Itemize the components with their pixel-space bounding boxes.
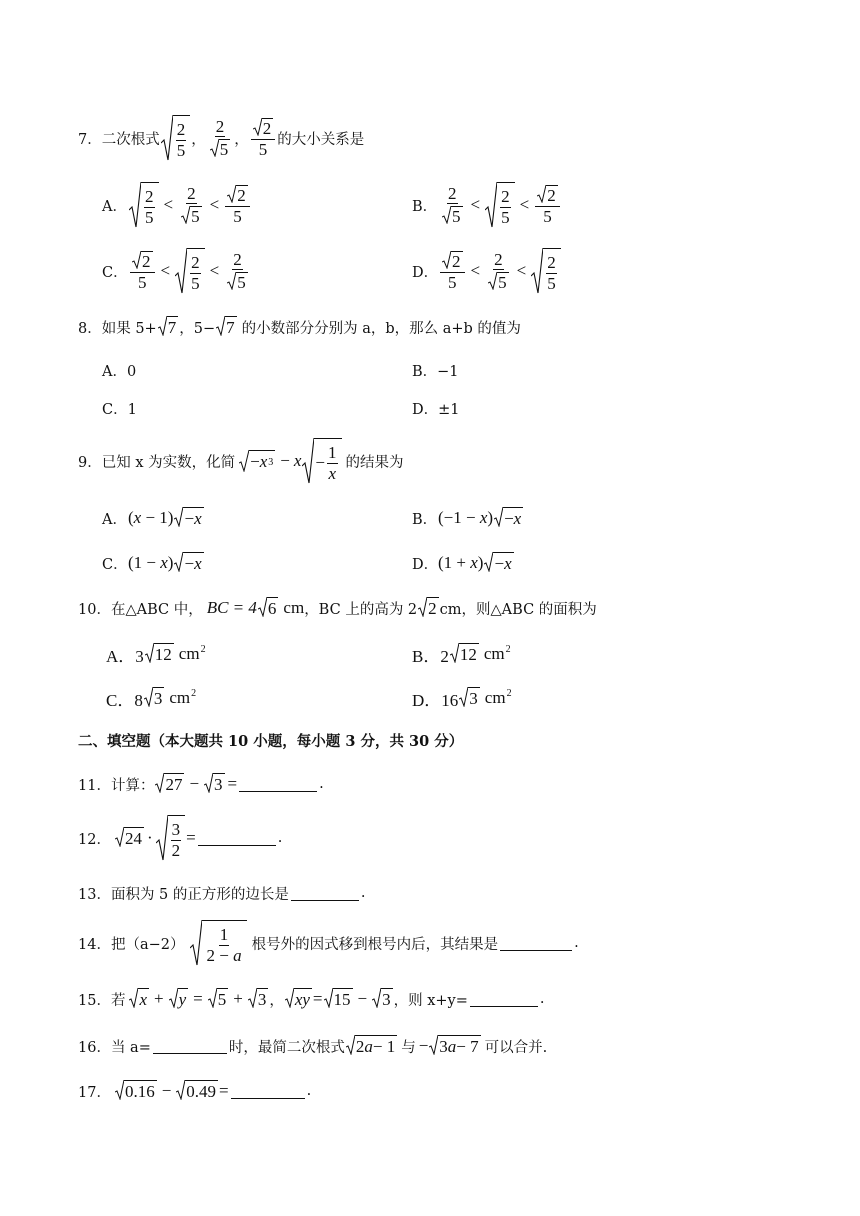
q9-option-d[interactable]: D． (1 + x) − x	[412, 553, 512, 573]
q16-answer-blank[interactable]	[153, 1039, 227, 1054]
question-11: 11．计算： 27 − 3 = .	[78, 774, 324, 794]
q9-option-c[interactable]: C． (1 − x) − x	[102, 553, 202, 573]
q7-option-d[interactable]: D． $\frac{2}{5}$ < $\frac{2}{5}$ < $\frac{2}{5}$	[412, 247, 562, 295]
question-15: 15．若 x + y = 5 + 3 ， xy = 15 − 3 ，则 x+y= .	[78, 989, 545, 1009]
q14-answer-blank[interactable]	[500, 936, 572, 951]
q7-option-a[interactable]: A． $\frac{2}{5}$ < $\frac{2}{5}$ < $\frac{2}{5}$	[102, 181, 252, 229]
q10-option-d[interactable]: D．16 3 $cm^2$	[412, 688, 512, 710]
question-14: 14．把（a−2） $\frac{1}{2 - a}$ 根号外的因式移到根号内后，其结果是 .	[78, 918, 579, 968]
section-2-heading: 二、填空题（本大题共 10 小题，每小题 3 分，共 30 分）	[78, 732, 464, 750]
q7-option-b[interactable]: B． $\frac{2}{5}$ < $\frac{2}{5}$ < $\frac{2}{5}$	[412, 181, 562, 229]
question-16: 16．当 a= 时，最简二次根式 2 a − 1 与 − 3 a − 7 可以合并.	[78, 1036, 548, 1056]
q8-option-a[interactable]: A．0	[102, 363, 137, 380]
q7-stem: 7．二次根式	[78, 131, 160, 148]
q13-answer-blank[interactable]	[291, 886, 359, 901]
sqrt-2-over-5: $\frac{2}{5}$	[161, 115, 191, 161]
frac-2-over-sqrt5: $\frac{2}{5}$	[208, 118, 233, 159]
q10-option-c[interactable]: C．8 3 $cm^2$	[106, 688, 197, 710]
q7-tail: 的大小关系是	[277, 131, 365, 148]
question-7: 7．二次根式 $\frac{2}{5}$ ， $\frac{2}{5}$ ， $\frac{2}{5}$ 的大小关系是	[78, 116, 365, 160]
q7-option-c[interactable]: C． $\frac{2}{5}$ < $\frac{2}{5}$ < $\frac{2}{5}$	[102, 249, 246, 293]
q12-answer-blank[interactable]	[198, 831, 276, 846]
q8-option-d[interactable]: D．±1	[412, 401, 460, 418]
q8-option-b[interactable]: B．−1	[412, 363, 459, 380]
q10-option-a[interactable]: A．3 12 $cm^2$	[106, 644, 206, 666]
question-9: 9．已知 x 为实数，化简 − x 3 − x − $\frac{1}{x}$ 的结果为	[78, 436, 404, 486]
q11-answer-blank[interactable]	[239, 777, 317, 792]
question-12: 12． 24 · $\frac{3}{2}$ = .	[78, 813, 282, 863]
question-13: 13．面积为 5 的正方形的边长是 .	[78, 885, 366, 903]
question-8: 8．如果 5+ 7 ，5− 7 的小数部分分别为 a，b，那么 a+b 的值为	[78, 318, 521, 337]
frac-sqrt2-over-5: $\frac{2}{5}$	[251, 118, 276, 159]
q9-option-b[interactable]: B． (−1 − x) − x	[412, 508, 522, 528]
q9-option-a[interactable]: A． (x − 1) − x	[102, 508, 202, 528]
question-17: 17． 0.16 − 0.49 = .	[78, 1081, 312, 1101]
q15-answer-blank[interactable]	[470, 992, 538, 1007]
q17-answer-blank[interactable]	[231, 1084, 305, 1099]
question-10: 10．在△ABC 中， BC = 4 6 cm ，BC 上的高为 2 2 cm，则△ABC 的面积为	[78, 598, 597, 618]
q8-option-c[interactable]: C．1	[102, 401, 137, 418]
q10-option-b[interactable]: B．2 12 $cm^2$	[412, 644, 511, 666]
